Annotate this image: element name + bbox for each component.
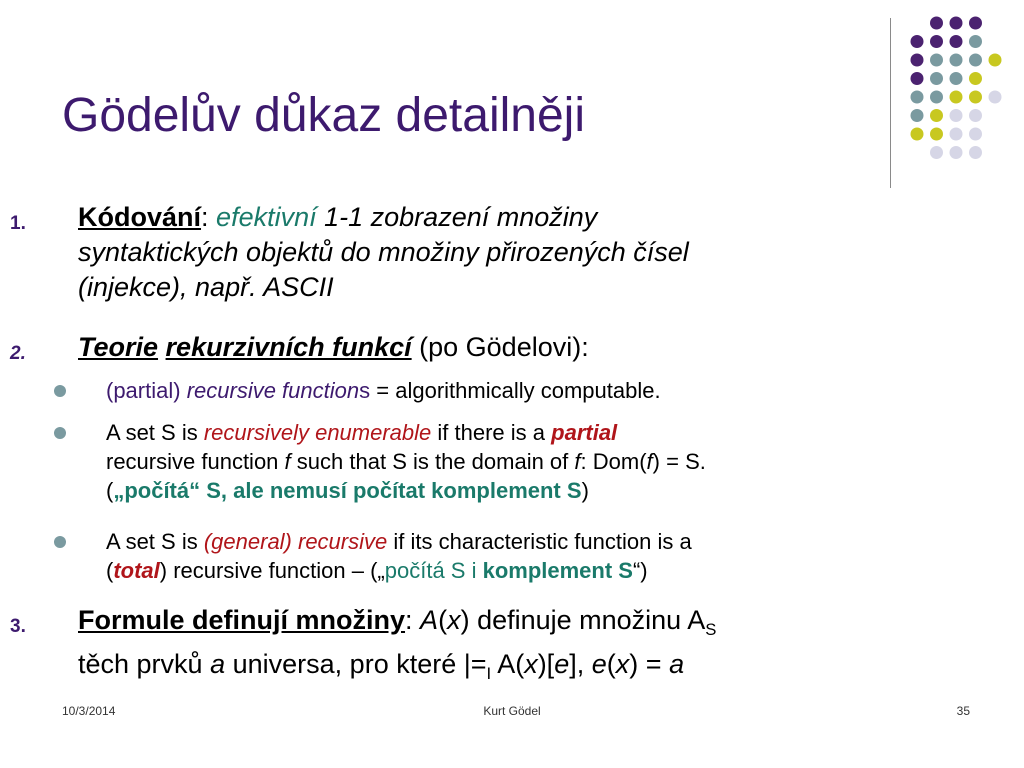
bullet2-line2-c: : Dom( <box>580 449 647 474</box>
item3-line2-e: ], <box>569 648 585 679</box>
footer-date: 10/3/2014 <box>62 704 116 718</box>
bullet2-line2-b: such that S is the domain of <box>296 449 569 474</box>
bullet-dot-1 <box>54 385 66 397</box>
decorative-dot <box>930 91 943 104</box>
symbol-a: a <box>669 648 685 679</box>
subscript-S: S <box>705 619 717 639</box>
decorative-dot <box>969 17 982 30</box>
decorative-dot <box>950 35 963 48</box>
item3-line2-g: ) = <box>629 648 662 679</box>
list-item-3-text: Formule definují množiny: A(x) definuje množinu $A_S$ těch prvků a universa, pro které $|=_I$ A(x)[e], e(x) = a <box>78 605 717 683</box>
item2-rest: (po Gödelovi): <box>419 332 589 362</box>
footer-page-number: 35 <box>956 704 970 718</box>
bullet3-rest1: if its characteristic function is a <box>393 529 692 554</box>
word-total: total <box>113 558 160 583</box>
term-teorie: Teorie <box>78 332 159 362</box>
list-number-2: 2. <box>10 343 26 364</box>
decorative-dot <box>950 146 963 159</box>
decorative-dot <box>930 109 943 122</box>
symbol-f: f <box>574 449 581 474</box>
colon: : <box>405 605 413 635</box>
dot-grid-group <box>911 17 1002 160</box>
paren-open: ( <box>106 558 114 583</box>
equals-sign: = <box>376 378 390 403</box>
item1-line1-rest: 1-1 zobrazení množiny <box>324 202 598 232</box>
symbol-e: e <box>554 648 570 679</box>
decorative-dot <box>989 54 1002 67</box>
decorative-dot <box>950 128 963 141</box>
phrase-general-recursive: (general) recursive <box>203 529 388 554</box>
item3-line2-c: A( <box>497 648 525 679</box>
decorative-dot <box>969 35 982 48</box>
bullet-dot-3 <box>54 536 66 548</box>
decorative-dot <box>930 17 943 30</box>
symbol-f: f <box>284 449 291 474</box>
list-number-1: 1. <box>10 213 26 234</box>
item3-line2-d: )[ <box>537 648 555 679</box>
item3-line2-f: ( <box>606 648 616 679</box>
item3-line2-a: těch prvků <box>78 648 203 679</box>
divider-line <box>890 18 891 188</box>
symbol-x: x <box>447 605 461 635</box>
item1-line2: syntaktických objektů do množiny přirozených čísel <box>78 237 689 267</box>
paren-open: ( <box>106 478 114 503</box>
decorative-dot <box>950 109 963 122</box>
suffix-s: s <box>359 378 371 403</box>
decorative-dot <box>911 54 924 67</box>
term-rekurzivnich-funkci: rekurzivních funkcí <box>165 332 412 362</box>
item3-rest1: definuje množinu A <box>477 605 706 635</box>
item1-line3: (injekce), např. ASCII <box>78 272 334 302</box>
subscript-I: I <box>486 663 492 683</box>
colon: : <box>201 202 209 232</box>
decorative-dot <box>969 128 982 141</box>
decorative-dot <box>911 72 924 85</box>
paren-close: ) <box>581 478 589 503</box>
bullet-2-text <box>106 418 986 505</box>
symbol-f: f <box>646 449 653 474</box>
decorative-dot <box>930 146 943 159</box>
phrase-recursively-enumerable: recursively enumerable <box>203 420 432 445</box>
symbol-e: e <box>591 648 607 679</box>
list-item-2-text <box>78 330 978 365</box>
decorative-dot <box>930 128 943 141</box>
term-kodovani: Kódování <box>78 202 202 232</box>
list-number-3: 3. <box>10 616 26 637</box>
decorative-dot <box>930 35 943 48</box>
decorative-dot <box>950 54 963 67</box>
decorative-dot <box>911 91 924 104</box>
symbol-x: x <box>524 648 538 679</box>
bullet3-a-set: A set S is <box>106 529 198 554</box>
word-partial: (partial) <box>106 378 181 403</box>
bullet3-end: “) <box>632 558 648 583</box>
decorative-dot <box>950 72 963 85</box>
list-item-1-text <box>78 200 978 305</box>
decorative-dot <box>969 54 982 67</box>
decorative-dot <box>989 91 1002 104</box>
decorative-dot <box>969 146 982 159</box>
bullet1-rest: algorithmically computable. <box>395 378 661 403</box>
bullet2-line2-d: ) = S. <box>652 449 706 474</box>
footer-author: Kurt Gödel <box>483 704 541 718</box>
item3-line2-b: universa, pro které |= <box>232 648 487 679</box>
term-formule: Formule definují množiny <box>78 605 406 635</box>
decorative-dot <box>930 54 943 67</box>
slide-title: Gödelův důkaz detailněji <box>62 89 586 142</box>
symbol-a: a <box>210 648 226 679</box>
bullet2-a-set: A set S is <box>106 420 198 445</box>
symbol-A: A <box>420 605 439 635</box>
decorative-dot <box>969 72 982 85</box>
bullet-dot-2 <box>54 427 66 439</box>
decorative-dot <box>911 128 924 141</box>
note-pocita: „počítá“ S, ale nemusí počítat komplement S <box>113 478 582 503</box>
decorative-dot <box>950 17 963 30</box>
phrase-recursive-function: recursive function <box>186 378 360 403</box>
decorative-dot <box>969 91 982 104</box>
bullet2-line2-a: recursive function <box>106 449 279 474</box>
word-partial-emphasis: partial <box>551 420 618 445</box>
decorative-dot <box>950 91 963 104</box>
decorative-dot <box>911 35 924 48</box>
bullet-1-text <box>106 376 986 405</box>
word-efektivni: efektivní <box>216 202 317 232</box>
decorative-dot <box>969 109 982 122</box>
bullet-3-text <box>106 527 986 585</box>
bullet3-rest2: ) recursive function – („ <box>159 558 385 583</box>
decorative-dot <box>930 72 943 85</box>
phrase-pocita-s-i: počítá S i <box>384 558 477 583</box>
phrase-komplement-s: komplement S <box>482 558 633 583</box>
decorative-dot <box>911 109 924 122</box>
symbol-x: x <box>615 648 630 679</box>
bullet2-if-there: if there is a <box>437 420 546 445</box>
